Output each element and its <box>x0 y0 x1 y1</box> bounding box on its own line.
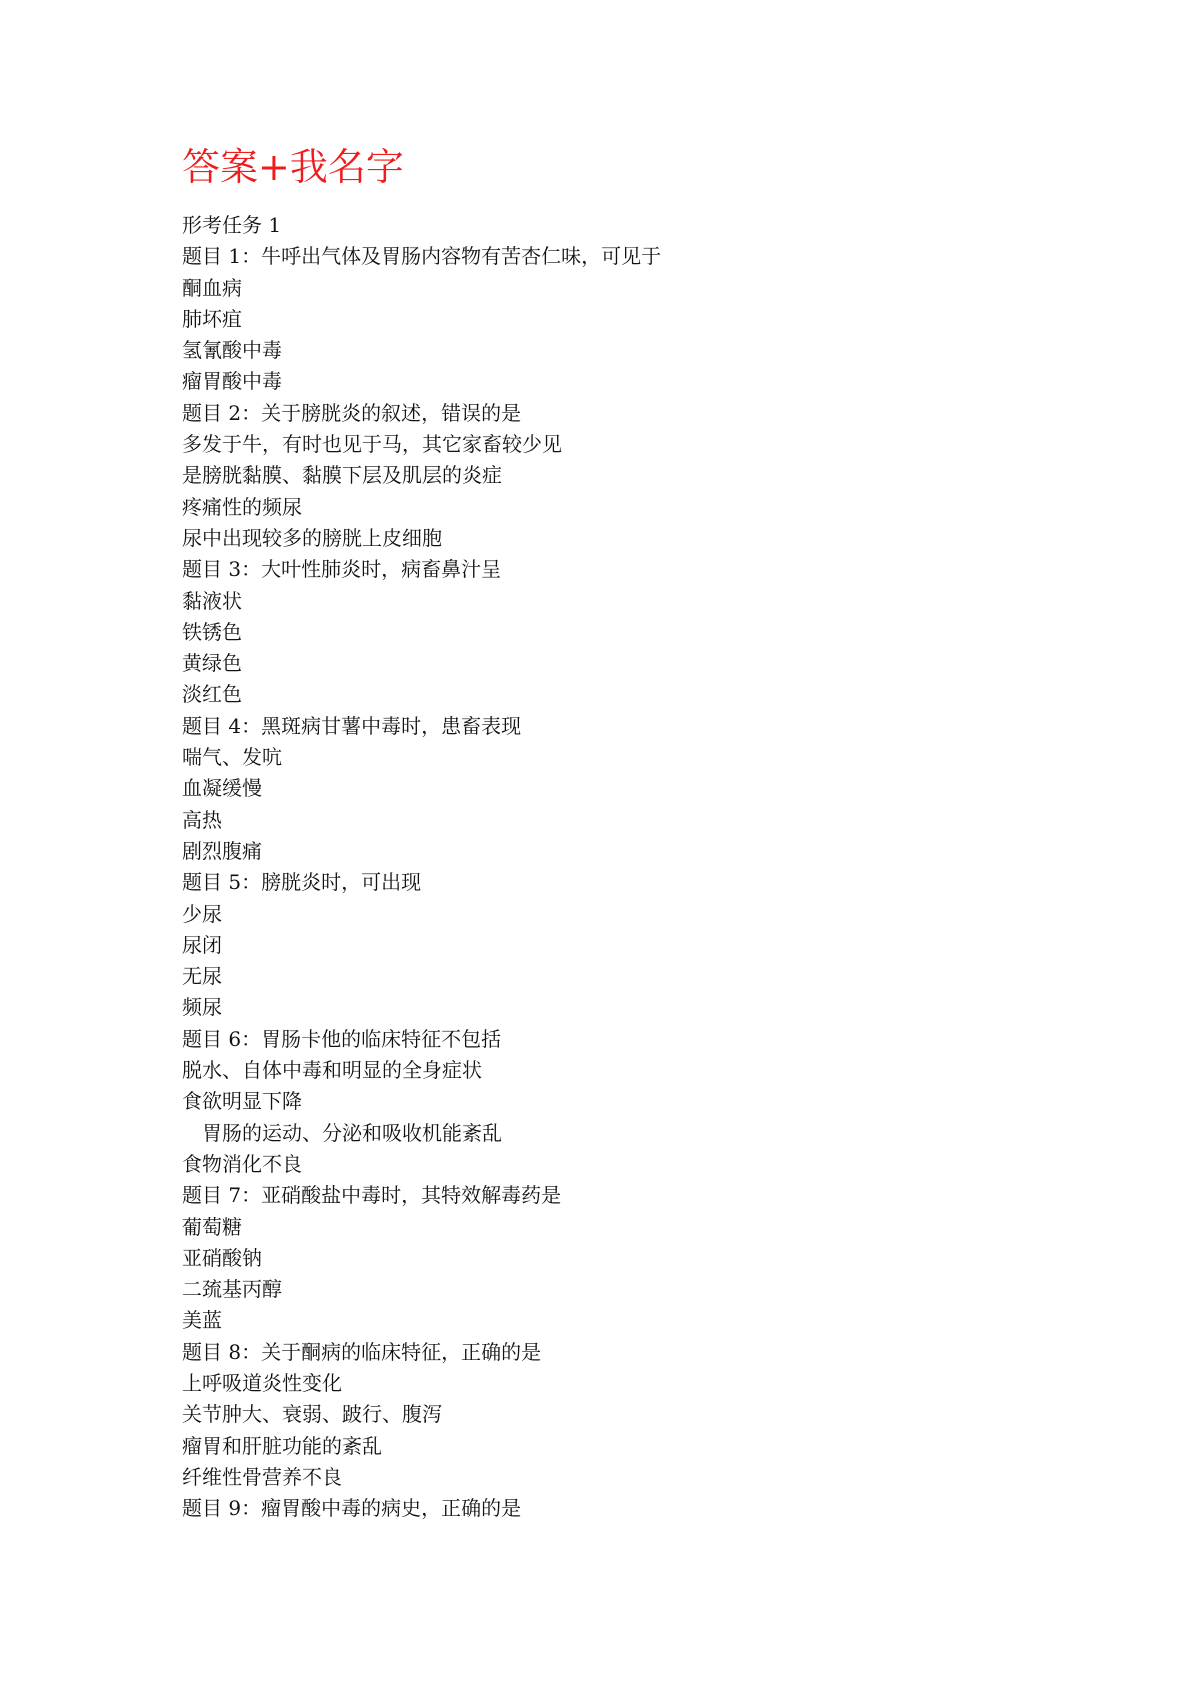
option: 氢氰酸中毒 <box>182 338 282 363</box>
question-8: 题目 8：关于酮病的临床特征，正确的是 <box>182 1339 542 1364</box>
option: 少尿 <box>182 901 222 926</box>
option: 酮血病 <box>182 275 242 300</box>
option: 血凝缓慢 <box>182 776 262 801</box>
option: 尿闭 <box>182 932 222 957</box>
section-heading: 形考任务 1 <box>182 213 282 237</box>
document-title: 答案+我名字 <box>182 145 404 189</box>
option: 瘤胃酸中毒 <box>182 369 282 394</box>
option: 剧烈腹痛 <box>182 838 262 863</box>
document-page <box>182 138 1082 1524</box>
question-3: 题目 3：大叶性肺炎时，病畜鼻汁呈 <box>182 557 502 582</box>
option: 淡红色 <box>182 682 242 707</box>
option: 葡萄糖 <box>182 1214 242 1239</box>
option: 高热 <box>182 807 222 832</box>
option: 是膀胱黏膜、黏膜下层及肌层的炎症 <box>182 463 502 488</box>
option: 铁锈色 <box>182 619 242 644</box>
option: 二巯基丙醇 <box>182 1277 282 1302</box>
option: 纤维性骨营养不良 <box>182 1464 342 1489</box>
option: 美蓝 <box>182 1308 222 1333</box>
question-6: 题目 6：胃肠卡他的临床特征不包括 <box>182 1026 502 1051</box>
option: 亚硝酸钠 <box>182 1245 262 1270</box>
option: 食欲明显下降 <box>182 1089 302 1114</box>
question-5: 题目 5：膀胱炎时，可出现 <box>182 870 422 895</box>
option: 喘气、发吭 <box>182 745 282 770</box>
question-2: 题目 2：关于膀胱炎的叙述，错误的是 <box>182 400 522 425</box>
option: 上呼吸道炎性变化 <box>182 1370 342 1395</box>
option: 尿中出现较多的膀胱上皮细胞 <box>182 525 442 550</box>
option: 肺坏疽 <box>182 306 242 331</box>
option: 胃肠的运动、分泌和吸收机能紊乱 <box>202 1120 502 1145</box>
question-7: 题目 7：亚硝酸盐中毒时，其特效解毒药是 <box>182 1183 562 1208</box>
option: 黏液状 <box>182 588 242 613</box>
option: 关节肿大、衰弱、跛行、腹泻 <box>182 1402 442 1427</box>
option: 脱水、自体中毒和明显的全身症状 <box>182 1058 482 1083</box>
option: 多发于牛，有时也见于马，其它家畜较少见 <box>182 432 562 457</box>
document-body <box>182 210 1082 1524</box>
option: 频尿 <box>182 995 222 1020</box>
question-4: 题目 4：黑斑病甘薯中毒时，患畜表现 <box>182 713 522 738</box>
option: 瘤胃和肝脏功能的紊乱 <box>182 1433 382 1458</box>
question-1: 题目 1：牛呼出气体及胃肠内容物有苦杏仁味，可见于 <box>182 244 662 269</box>
option: 食物消化不良 <box>182 1151 302 1176</box>
option: 无尿 <box>182 964 222 989</box>
question-9: 题目 9：瘤胃酸中毒的病史，正确的是 <box>182 1496 522 1521</box>
option: 黄绿色 <box>182 651 242 676</box>
option: 疼痛性的频尿 <box>182 494 302 519</box>
